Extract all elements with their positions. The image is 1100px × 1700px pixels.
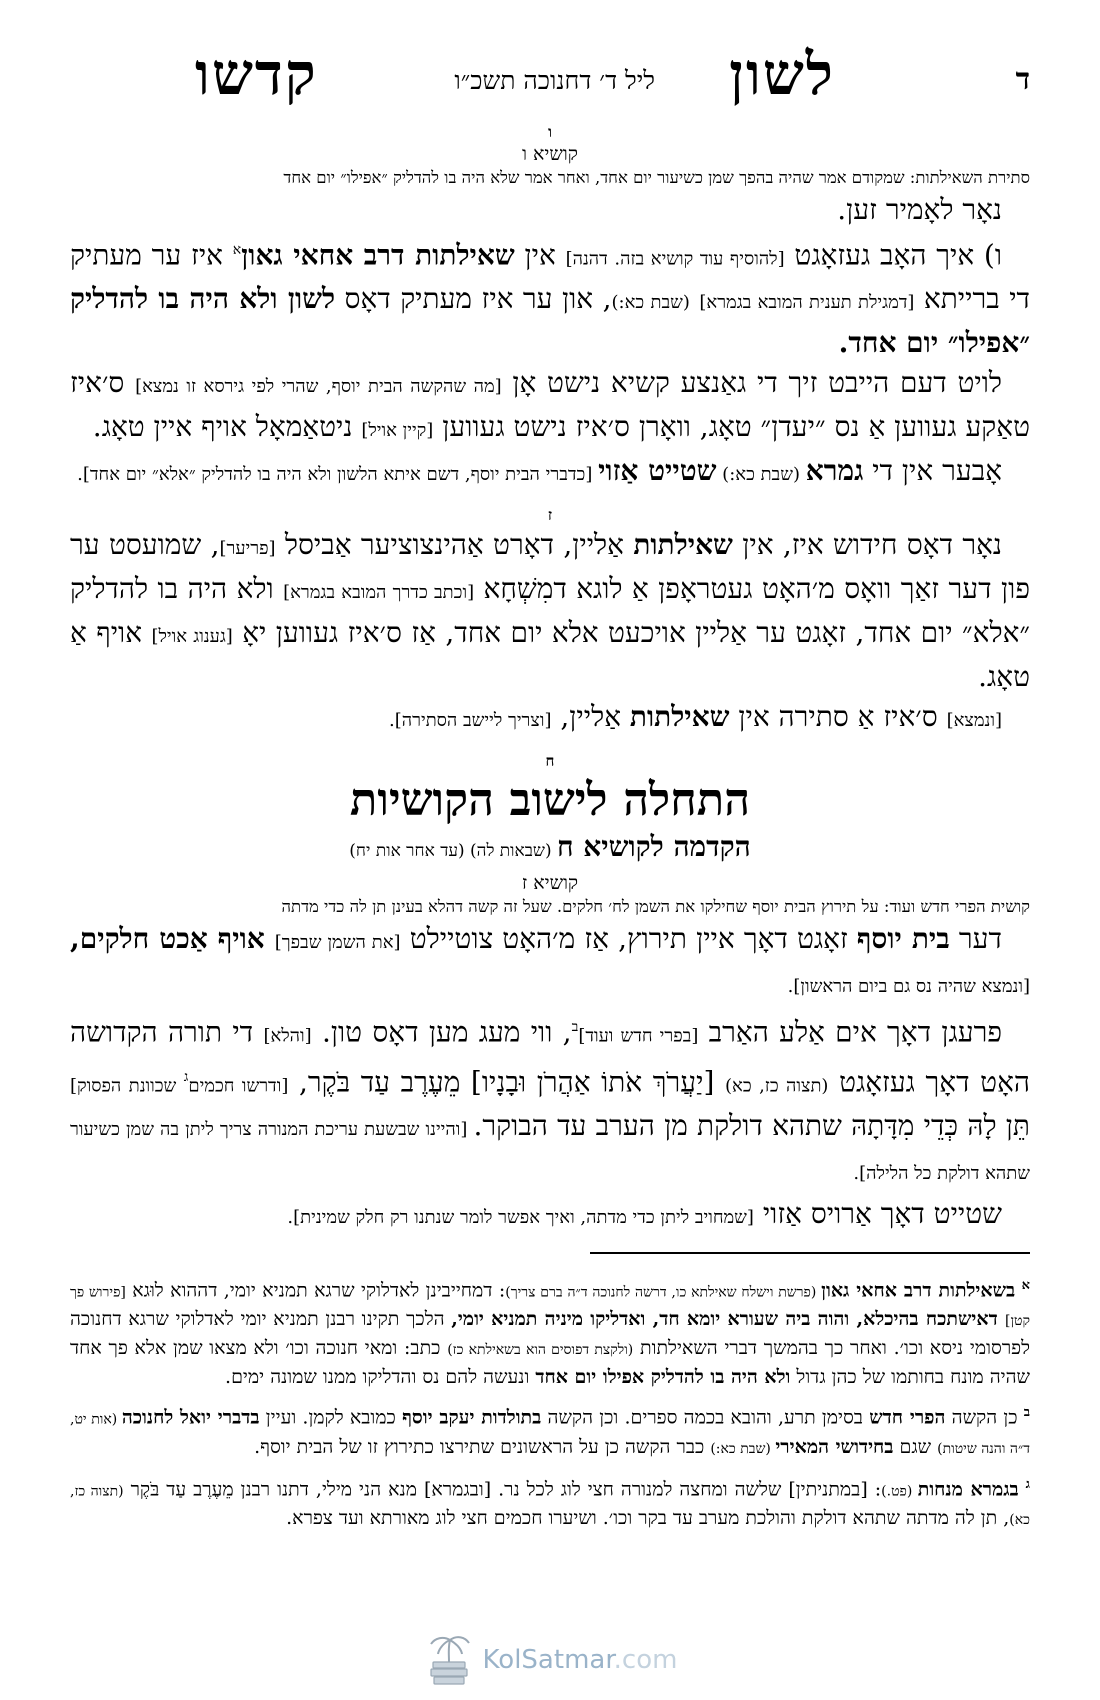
quote: לשון ולא היה בו להדליק ״אפילו״ יום אחד. <box>70 282 1030 360</box>
paragraph-vav-1 <box>70 230 1030 363</box>
source-name: גמרא <box>805 454 864 488</box>
text: כתב: ומאי חנוכה וכו׳ ולא מצאו שמן אלא פך אחד שהיה מונח בחותמו של כהן גדול <box>70 1337 1030 1389</box>
paragraph-chet-1 <box>70 919 1030 1007</box>
text: דאישתכח בהיכלא, והוה ביה שעורא יומא חד, ואדליקו מיניה תמניא יומי, <box>451 1308 1006 1331</box>
source-name: בתולדות יעקב יוסף <box>402 1406 542 1429</box>
text: אין <box>514 238 566 272</box>
paragraph-vav-3 <box>70 451 1030 495</box>
paragraph-chet-2 <box>70 1007 1030 1194</box>
section-subtitle <box>70 827 1030 871</box>
text: , שמועסט ער פון דער זאַך וואָס מ׳האָט געטראָפן אַ לוגא דמִשְׁחָא <box>70 528 1030 606</box>
text: איז ער מעתיק די ברייתא <box>70 238 1031 316</box>
text: : דמחייבינן לאדלוקי שרגא תמניא יומי, דההוא לוּגא <box>125 1279 506 1302</box>
paragraph-vav-2 <box>70 363 1030 451</box>
citation: (תצוה כז, כא) <box>70 1482 1030 1528</box>
paragraph-zayin-1 <box>70 525 1030 697</box>
footnote-ref: א <box>232 242 242 258</box>
bracket-note: [שמחויב ליתן כדי מדתה, ואיך אפשר לומר שנתנו רק חלק שמינית]. <box>287 1206 754 1228</box>
source-name: בשאילתות דרב אחאי גאון <box>821 1279 1016 1302</box>
text: אַליין, דאָרט אַהינצוציער אַביסל <box>275 528 634 562</box>
paragraph-chet-3 <box>70 1194 1030 1238</box>
bracket-note: [את השמן שבפך] <box>274 932 401 954</box>
kushya-title-vav: קושיא ו <box>522 143 578 165</box>
footnote-ref: ג <box>183 1068 189 1085</box>
citation: (שבת כא:) <box>716 464 806 486</box>
text: כמובא לקמן. ועיין <box>259 1406 403 1429</box>
bracket-note: [בפרי חדש ועוד] <box>578 1025 699 1047</box>
text: ס׳איז טאַקע געווען אַ נס ״יעדן״ טאָג, וואָרן ס׳איז נישט געווען <box>70 366 1030 444</box>
bracket-note: [והיינו שבשעת עריכת המנורה צריך ליתן בה שמן כשיעור שתהא דולקת כל הלילה]. <box>70 1118 1030 1184</box>
text: , תן לה מדתה שתהא דולקת והולכת מערב עד בקר וכו׳. ושיערו חכמים חצי לוג מאורתא ועד צפרא. <box>286 1506 1010 1529</box>
citation: (שבת כא:) <box>611 292 690 314</box>
source-name: בחידושי המאירי <box>775 1435 894 1458</box>
text: , און ער איז מעתיק דאָס <box>335 282 612 316</box>
footnote-2 <box>70 1399 1030 1462</box>
running-header <box>70 0 1030 120</box>
text: כן הקשה <box>945 1406 1018 1429</box>
text: בסימן תרע, והובא בכמה ספרים. וכן הקשה <box>541 1406 870 1429</box>
page-number: ד <box>1015 62 1030 97</box>
text: כבר הקשה כן על הראשונים שתירצו כתירוץ זו של הבית יוסף. <box>254 1435 711 1458</box>
text: אויף אַכט חלקים, <box>70 922 275 956</box>
subtitle-main: הקדמה לקושיא ח <box>556 830 751 864</box>
text: אָבער אין די <box>863 454 1002 488</box>
bracket-note: [ונמצא] <box>946 710 1002 732</box>
page <box>70 0 1030 1700</box>
verse: תֵּן לָהּ כְּדֵי מִדָּתָהּ שתהא דולקת מן הערב עד הבוקר. <box>473 1108 1030 1142</box>
summary-chet: קושית הפרי חדש ועוד: על תירוץ הבית יוסף שחילקו את השמן לח׳ חלקים. שעל זה קשה דהלא בעינן תן לה כדי מדתה <box>281 897 1030 917</box>
text: שטייט אַזוי <box>598 454 717 488</box>
bracket-note: שכוונת הפסוק] <box>70 1074 184 1096</box>
intro-line <box>70 190 1030 230</box>
bracket-note: [פירוש פך קטן] <box>70 1284 1030 1330</box>
text: ס׳איז אַ סתירה אין <box>729 700 947 734</box>
text: : [במתניתין] שלשה ומחצה למנורה חצי לוג לכל נר. [ובגמרא] מנא הני מילי, דתנו רבנן מֵעֶרֶב עַד בֹּקֶר <box>123 1477 882 1500</box>
source-name: הפרי חדש <box>869 1406 946 1429</box>
text: נאָר דאָס חידוש איז, אין <box>732 528 1002 562</box>
footnote-mark: ב <box>1023 1405 1030 1421</box>
bracket-note: [והלא] <box>263 1025 312 1047</box>
bracket-note: [להוסיף עוד קושיא בזה. דהנה] <box>565 248 785 270</box>
kushya-title-zayin: קושיא ז <box>521 872 579 895</box>
source-name: בדברי יואל לחנוכה <box>121 1406 260 1429</box>
citation: (פרשת וישלח שאילתא כו, דרשה לחנוכה ד״ה ברם צריך) <box>505 1284 822 1301</box>
text: פרעגן דאָך אים אַלע האַרב <box>698 1015 1002 1049</box>
source-name: שאילתות דרב אחאי גאון <box>241 238 515 272</box>
watermark <box>0 1632 1100 1692</box>
footnote-mark: ג <box>1025 1476 1030 1492</box>
text: שטייט דאָך אַרויס אַזוי <box>753 1196 1002 1230</box>
text: זאָגט דאָך איין תירוץ, אַז מ׳האָט צוטיילט <box>400 922 857 956</box>
citation: (עד אחר אות יח) <box>349 841 465 862</box>
header-word-left: קדשו <box>195 40 318 108</box>
text: הלכך תקינו רבנן תמניא יומי לאדלוקי שרגא דחנוכה לפרסומי ניסא וכו׳. ואחר כך בהמשך דברי השאילתות <box>70 1308 1031 1360</box>
citation: (שבאות לה) <box>464 841 557 862</box>
text: ולא היה בו להדליק ״אלא״ יום אחד, זאָגט ער אַליין אויכעט אלא יום אחד, אַז ס׳איז געווען יאָ <box>70 572 1031 650</box>
watermark-name: KolSatmar <box>482 1645 614 1675</box>
bracket-note: [מה שהקשה הבית יוסף, שהרי לפי גירסא זו נמצא] <box>135 376 502 398</box>
verse: [יַעֲרֹךְ אֹתוֹ אַהֲרֹן וּבָנָיו] מֵעֶרֶב עַד בֹּקֶר, <box>288 1064 726 1098</box>
bracket-note: [וצריך ליישב הסתירה]. <box>389 710 552 732</box>
footnote-1 <box>70 1272 1030 1391</box>
text <box>690 282 699 315</box>
bracket-note: [דמגילת תענית המובא בגמרא] <box>699 292 915 314</box>
footnote-ref: ב <box>571 1019 579 1036</box>
paragraph-zayin-2 <box>70 697 1030 741</box>
text: שגם <box>893 1435 938 1458</box>
bracket-note: [גענוג אויל] <box>151 626 233 648</box>
header-word-right: לשון <box>729 40 835 108</box>
text: די תורה הקדושה האָט דאָך געזאָגט <box>70 1015 1030 1098</box>
text: לויט דעם הייבט זיך די גאַנצע קשיא נישט אָן <box>501 366 1002 400</box>
watermark-suffix: .com <box>613 1645 678 1675</box>
bracket-note: [ודרשו חכמים <box>188 1074 289 1096</box>
citation: (אות יט, ד״ה והנה שיטות) <box>70 1411 1030 1457</box>
text: ו) איך האָב געזאָגט <box>784 238 1002 272</box>
footnote-divider <box>590 1252 1030 1254</box>
source-name: שאילתות <box>633 528 733 562</box>
text: ונעשה להם נס והדליקו ממנו שמונה ימים. <box>225 1366 536 1389</box>
citation: (ולקצת דפוסים הוא בשאילתא כז) <box>447 1342 634 1359</box>
watermark-inner <box>423 1632 678 1688</box>
citation: (שבת כא:) <box>710 1440 776 1457</box>
bracket-note: [פריער] <box>219 538 276 560</box>
citation: (פט.) <box>881 1482 918 1499</box>
text: דער <box>949 922 1002 956</box>
footnote-mark: א <box>1021 1277 1030 1293</box>
section-title: התחלה לישוב הקושיות <box>349 773 751 827</box>
palm-tree-books-icon <box>423 1632 475 1688</box>
quote: ולא היה בו להדליק אפילו יום אחד <box>535 1366 791 1389</box>
footnote-3 <box>70 1471 1030 1534</box>
summary-vav: סתירת השאילתות: שמקודם אמר שהיה בהפך שמן כשיעור יום אחד, ואחר אמר שלא היה בו להדליק ״אפילו״ יום אחד <box>283 168 1030 187</box>
section-letter-chet: ח <box>545 752 555 771</box>
header-center: ליל ד׳ דחנוכה תשכ״ו <box>454 66 655 95</box>
section-letter-zayin: ז <box>547 506 553 525</box>
source-name: שאילתות <box>629 700 730 734</box>
text: , ווי מעג מען דאָס טון. <box>311 1015 572 1049</box>
bracket-note: [ונמצא שהיה נס גם ביום הראשון]. <box>787 976 1030 998</box>
bracket-note: [וכתב כדרך המובא בגמרא] <box>283 582 475 604</box>
text: אַליין, <box>551 700 630 734</box>
source-name: בית יוסף <box>856 922 950 956</box>
citation: (תצוה כז, כא) <box>725 1074 829 1096</box>
watermark-text <box>483 1645 678 1675</box>
bracket-note: [קיין אויל] <box>361 420 434 442</box>
bracket-note: [כדברי הבית יוסף, דשם איתא הלשון ולא היה בו להדליק ״אלא״ יום אחד]. <box>77 464 599 486</box>
intro-text: נאָר לאָמיר זען. <box>837 193 1002 226</box>
source-name: בגמרא מנחות <box>917 1477 1019 1500</box>
text: ניטאַמאָל אויף איין טאָג. <box>92 410 362 444</box>
text: אויף אַ טאָג. <box>70 616 1030 694</box>
section-letter-vav: ו <box>548 123 552 141</box>
